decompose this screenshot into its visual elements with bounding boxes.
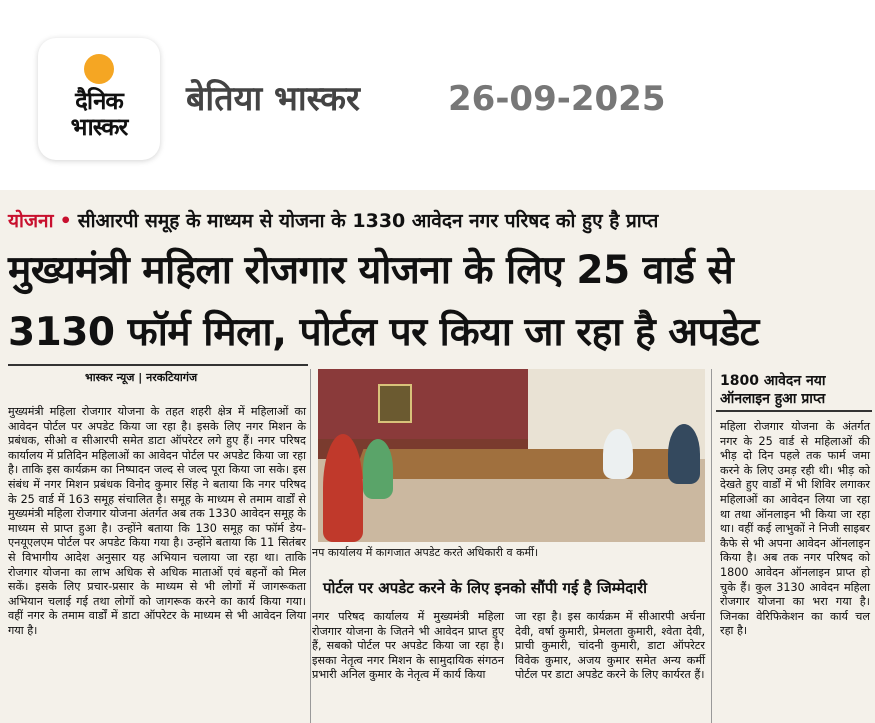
byline: भास्कर न्यूज | नरकटियागंज	[85, 371, 198, 384]
logo-text-line1: दैनिक	[75, 87, 123, 115]
column-divider	[310, 369, 311, 723]
photo-table	[353, 449, 694, 479]
headline-line1: मुख्यमंत्री महिला रोजगार योजना के लिए 25 वार्ड से	[8, 248, 734, 293]
photo-person	[603, 429, 633, 479]
divider	[8, 364, 308, 366]
article-body-column-1: मुख्यमंत्री महिला रोजगार योजना के तहत शहरी क्षेत्र में महिलाओं का आवेदन पोर्टल पर अपडेट किया जा रहा है। इसके लिए नगर मिशन के प्रबंधक, सीओ व सीआरपी समेत डाटा ऑपरेटर लगे हुए हैं। नगर परिषद कार्यालय में प्रतिदिन महिलाओं का आवेदन पोर्टल पर अपडेट किया जा रहा है। ताकि इस कार्यक्रम का निष्पादन जल्द से जल्द पूरा किया जा सके। इस संबंध में नगर मिशन प्रबंधक विनोद कुमार सिंह ने बताया कि नगर परिषद के 25 वार्ड में 163 समूह संचालित है। समूह के माध्यम से तमाम वार्डों से मुख्यमंत्री महिला रोजगार योजना अंतर्गत अब तक 1330 आवेदन समूह के माध्यम से प्राप्त हुआ है। उन्होंने बताया कि 130 समूह का फॉर्म डेय- एनयूएलएम पोर्टल पर अपडेट किया गया है। उन्होंने बताया कि 11 सितंबर से विभागीय आदेश अनुसार यह अभियान चलाया जा रहा था। ताकि रोजगार योजना का लाभ अधिक से अधिक माताओं एवं बहनों को मिल सकें। इसके लिए प्रचार-प्रसार के माध्यम से भी लोगों में जागरूकता अभियान चलाई गई तथा लोगों को जागरूक करने का कार्य किया गया। वहीं नगर के तमाम वार्डों में डाटा ऑपरेटर के माध्यम से भी आवेदन लिया गया है।	[8, 405, 306, 637]
photo-person	[668, 424, 700, 484]
sun-icon	[84, 54, 114, 84]
article-body-column-4: महिला रोजगार योजना के अंतर्गत नगर के 25 वार्ड से महिलाओं की भीड़ दो दिन पहले तक फार्म जमा करने के लिए उमड़ रही थी। भीड़ को देखते हुए वार्डों में भी शिविर लगाकर महिलाओं का आवेदन लिया जा रहा था तथा ऑनलाइन भी किया जा रहा था। वहीं कई लाभुकों ने निजी साइबर कैफे से भी अपना आवेदन ऑनलाइन किया है। अब तक नगर परिषद को 1800 आवेदन ऑनलाइन प्राप्त हो चुके हैं। कुल 3130 आवेदन महिला रोजगार योजना का भरा गया है। जिनका वेरिफिकेशन का कार्य चल रहा है।	[720, 420, 870, 638]
edition-title: बेतिया भास्कर	[186, 79, 360, 119]
article-body-column-2: नगर परिषद कार्यालय में मुख्यमंत्री महिला रोजगार योजना के जितने भी आवेदन प्राप्त हुए हैं, सबको पोर्टल पर अपडेट किया जा रहा है। इसका नेतृत्व नगर मिशन के सामुदायिक संगठन प्रभारी अनिल कुमार के नेतृत्व में कार्य किया	[312, 610, 504, 682]
bullet-icon: •	[59, 210, 72, 232]
edition-date: 26-09-2025	[448, 79, 666, 119]
article-photo	[318, 369, 705, 542]
page-header	[0, 0, 875, 180]
section-tag: योजना	[8, 210, 54, 232]
article-body-column-3: जा रहा है। इस कार्यक्रम में सीआरपी अर्चना देवी, वर्षा कुमारी, प्रेमलता कुमारी, श्वेता देवी, प्राची कुमारी, चांदनी कुमारी, डाटा ऑपरेटर विवेक कुमार, अजय कुमार समेत अन्य कर्मी पोर्टल पर डाटा अपडेट करने के लिए कार्यरत हैं।	[515, 610, 705, 682]
column-divider	[711, 369, 712, 723]
side-headline: 1800 आवेदन नया ऑनलाइन हुआ प्राप्त	[720, 373, 826, 407]
logo-text-line2: भास्कर	[70, 113, 128, 141]
kicker-text: सीआरपी समूह के माध्यम से योजना के 1330 आवेदन नगर परिषद को हुए है प्राप्त	[77, 210, 659, 232]
photo-frame	[378, 384, 412, 423]
divider	[716, 410, 872, 412]
headline-line2: 3130 फॉर्म मिला, पोर्टल पर किया जा रहा है अपडेट	[8, 310, 759, 355]
article-kicker	[8, 208, 658, 234]
subheadline: पोर्टल पर अपडेट करने के लिए इनको सौंपी गई है जिम्मेदारी	[323, 579, 648, 597]
photo-person	[363, 439, 393, 499]
photo-caption: नप कार्यालय में कागजात अपडेट करते अधिकारी व कर्मी।	[312, 546, 539, 559]
dainik-bhaskar-logo[interactable]	[38, 38, 160, 160]
photo-person	[323, 434, 363, 542]
